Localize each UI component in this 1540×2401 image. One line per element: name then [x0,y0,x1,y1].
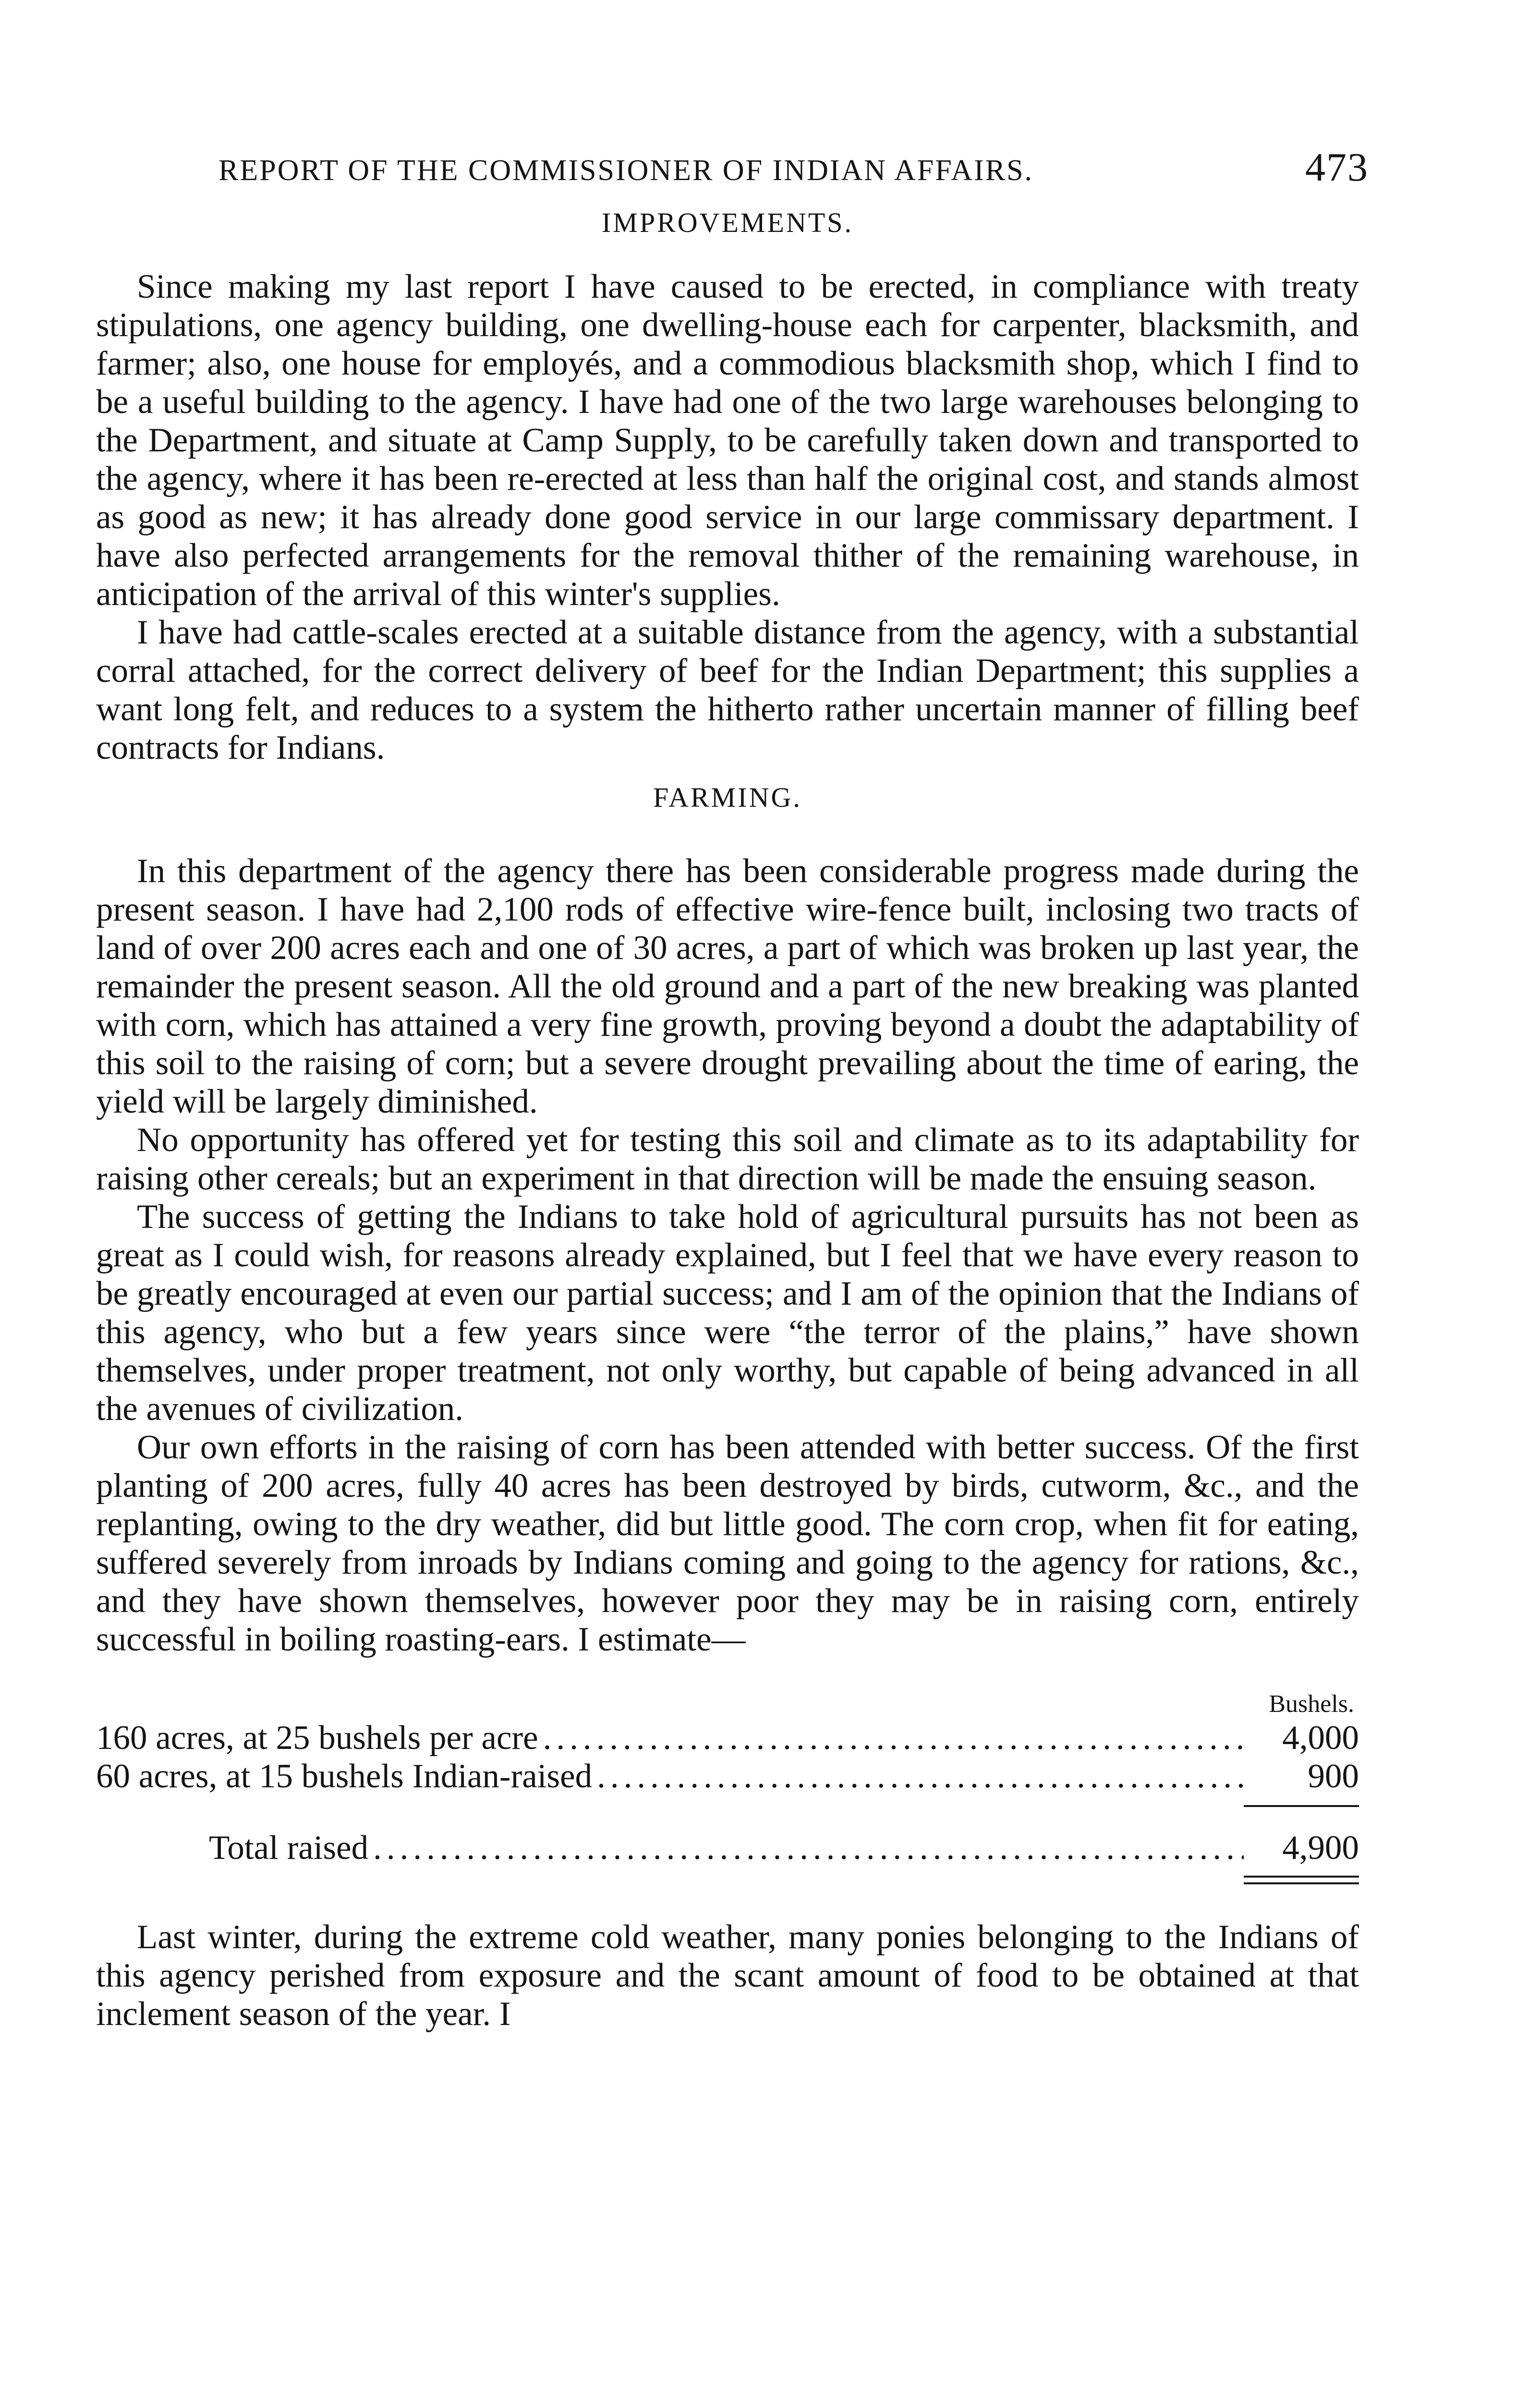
section-heading-improvements: IMPROVEMENTS. [601,207,854,238]
improvements-paragraph-1: Since making my last report I have caused to be erected, in compliance with treaty stipulations, one agency building, one dwelling-house each for carpenter, blacksmith, and farmer; also, one house for employés, and a commodious blacksmith shop, which I find to be a useful building to the agency. I have had one of the two large warehouses belonging to the Department, and situate at Camp Supply, to be carefully taken down and transported to the agency, where it has been re-erected at less than half the original cost, and stands almost as good as new; it has already done good service in our large commissary department. I have also perfected arrangements for the removal thither of the remaining warehouse, in anticipation of the arrival of this winter's supplies. [96,268,1359,613]
section-heading-farming: FARMING. [653,782,802,813]
closing-paragraph: Last winter, during the extreme cold weather, many ponies belonging to the Indians of this agency perished from exposure and the scant amount of food to be obtained at that inclement season of the year. I [96,1918,1359,2033]
table-row [96,1757,1359,1795]
improvements-paragraph-2: I have had cattle-scales erected at a suitable distance from the agency, with a substantial corral attached, for the correct delivery of beef for the Indian Department; this supplies a want long felt, and reduces to a system the hitherto rather uncertain manner of filling beef contracts for Indians. [96,614,1359,766]
corn-estimate-table [96,1690,1359,1884]
farming-paragraph-4: Our own efforts in the raising of corn has been attended with better success. Of the first planting of 200 acres, fully 40 acres has been destroyed by birds, cutworm, &c., and the replanting, owing to the dry weather, did but little good. The corn crop, when fit for eating, suffered severely from inroads by Indians coming and going to the agency for rations, &c., and they have shown themselves, however poor they may be in raising corn, entirely successful in boiling roasting-ears. I estimate— [96,1429,1359,1658]
running-header [96,139,1369,192]
dot-leader [373,1829,1244,1867]
table-row-label: 60 acres, at 15 bushels Indian-raised [96,1758,593,1795]
document-page [96,139,1369,2033]
total-double-rule [1244,1876,1359,1884]
table-row [96,1719,1359,1757]
table-row-value: 4,000 [1282,1719,1359,1757]
table-total-label: Total raised [209,1829,369,1867]
table-unit-header: Bushels. [1269,1690,1354,1718]
table-total-row [96,1829,1359,1867]
table-row-value: 900 [1308,1758,1359,1795]
table-total-value: 4,900 [1282,1829,1359,1867]
table-row-label: 160 acres, at 25 bushels per acre [96,1719,538,1757]
sum-rule [1244,1805,1359,1807]
running-title: REPORT OF THE COMMISSIONER OF INDIAN AFFAIRS. [218,154,1034,187]
farming-paragraph-3: The success of getting the Indians to take hold of agricultural pursuits has not been as great as I could wish, for reasons already explained, but I feel that we have every reason to be greatly encouraged at even our partial success; and I am of the opinion that the Indians of this agency, who but a few years since were “the terror of the plains,” have shown themselves, under proper treatment, not only worthy, but capable of being advanced in all the avenues of civilization. [96,1198,1359,1428]
page-number: 473 [1305,145,1369,190]
farming-paragraph-1: In this department of the agency there has been considerable progress made during the present season. I have had 2,100 rods of effective wire-fence built, inclosing two tracts of land of over 200 acres each and one of 30 acres, a part of which was broken up last year, the remainder the present season. All the old ground and a part of the new breaking was planted with corn, which has attained a very fine growth, proving beyond a doubt the adaptability of this soil to the raising of corn; but a severe drought prevailing about the time of earing, the yield will be largely diminished. [96,852,1359,1120]
dot-leader [597,1757,1244,1795]
farming-paragraph-2: No opportunity has offered yet for testing this soil and climate as to its adaptability for raising other cereals; but an experiment in that direction will be made the ensuing season. [96,1121,1359,1197]
dot-leader [543,1719,1244,1757]
